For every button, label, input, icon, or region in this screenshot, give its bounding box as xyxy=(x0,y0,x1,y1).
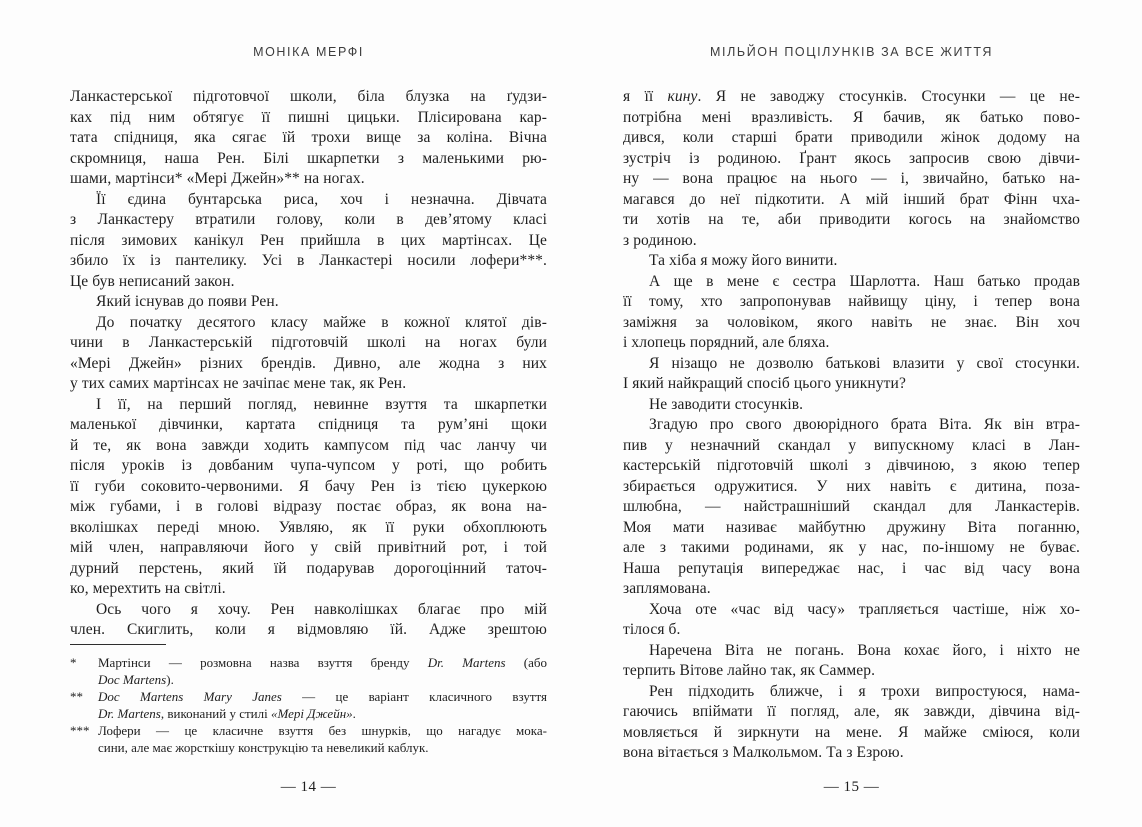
text-line: між губами, і в голові відразу постає образ, як вона на- xyxy=(70,498,547,515)
page-body-right xyxy=(623,87,1080,764)
paragraph xyxy=(623,395,1080,416)
footnotes-section xyxy=(70,644,547,756)
footnote-line: Doc Martens Mary Janes — це варіант класичного взуття xyxy=(98,689,547,704)
text-line: Та хіба я можу його винити. xyxy=(649,252,838,269)
text-line: Її єдина бунтарська риса, хоч і незначна. Дівчата xyxy=(96,190,547,208)
text-line: я її кину. Я не заводжу стосунків. Стосунки — це не- xyxy=(623,88,1080,105)
text-line: потрібна мені вразливість. Я бачив, як батько пово- xyxy=(623,108,1080,126)
paragraph xyxy=(623,251,1080,272)
footnote-line: Dr. Martens, виконаний у стилі «Мері Джейн». xyxy=(98,706,356,721)
paragraph xyxy=(623,641,1080,682)
footnote xyxy=(70,722,547,756)
text-line: магався до неї підкотити. А мій інший брат Фінн чха- xyxy=(623,190,1080,208)
footnote-list xyxy=(70,654,547,756)
text-line: скромниця, наша Рен. Білі шкарпетки з маленькими рю- xyxy=(70,149,547,167)
text-line: заміжня за чоловіком, якого навіть не знає. Він хоч xyxy=(623,313,1080,331)
text-line: Згадую про свого двоюрідного брата Віта. Як він втра- xyxy=(649,416,1080,433)
text-line: Моя мати називає майбутню дружину Віта поганню, xyxy=(623,518,1080,536)
paragraph xyxy=(623,415,1080,600)
footnote-line: Мартінси — розмовна назва взуття бренду Dr. Martens (або xyxy=(98,655,547,670)
text-line: Ось чого я хочу. Рен навколішках благає про мій xyxy=(96,600,547,618)
text-line: А ще в мене є сестра Шарлотта. Наш батько продав xyxy=(649,272,1080,290)
text-line: гаючись впіймати її погляд, але, як завжди, дівчина від- xyxy=(623,703,1080,720)
text-line: І який найкращий спосіб цього уникнути? xyxy=(623,375,906,392)
text-line: Рен підходить ближче, і я трохи випростуюся, нама- xyxy=(649,682,1080,700)
text-line: її тому, хто запропонував найвищу ціну, і тепер вона xyxy=(623,293,1080,310)
text-line: вона вітається з Малкольмом. Та з Езрою. xyxy=(623,744,904,761)
footnote xyxy=(70,688,547,722)
text-line: після уроків із довбаним чупа-чупсом у роті, що робить xyxy=(70,457,547,474)
text-line: збирається одружитися. У них навіть є дитина, поза- xyxy=(623,477,1080,495)
paragraph xyxy=(623,272,1080,354)
paragraph xyxy=(70,292,547,313)
text-line: ках під ним обтягує її пишні цицьки. Плісирована кар- xyxy=(70,108,547,126)
text-line: у тих самих мартінсах не зачіпає мене так, як Рен. xyxy=(70,375,407,392)
page-number-right: — 15 — xyxy=(823,779,880,795)
text-line: вколішках переді мною. Уявляю, як її руки обхоплюють xyxy=(70,518,547,536)
text-line: чини в Ланкастерській підготовчій школі на ногах були xyxy=(70,334,547,351)
text-line: але з такими родинами, як у нас, по-іншому не буває. xyxy=(623,539,1080,556)
text-line: шлюбна, — найстрашніший скандал для Ланкастерів. xyxy=(623,498,1080,515)
text-line: маленької дівчинки, картата спідниця та рум’яні щоки xyxy=(70,416,547,433)
text-line: І її, на перший погляд, невинне взуття та шкарпетки xyxy=(96,395,547,413)
text-line: член. Скиглить, коли я відмовляю їй. Адже зрештою xyxy=(70,621,547,638)
text-line: мій член, направляючи його у свій привітний рот, і той xyxy=(70,539,547,556)
page-body-left xyxy=(70,87,547,641)
paragraph xyxy=(623,600,1080,641)
text-line: її губи соковито-червоними. Я бачу Рен із тією цукеркою xyxy=(70,477,547,495)
text-line: кастерській підготовчій школі з дівчиною, з якою тепер xyxy=(623,457,1080,474)
text-line: тата спідниця, яка сягає їй трохи вище за коліна. Вічна xyxy=(70,129,547,146)
footnote-line: Лофери — це класичне взуття без шнурків, що нагадує мока- xyxy=(98,723,547,738)
paragraph xyxy=(623,682,1080,764)
footnote-divider xyxy=(70,644,166,645)
paragraph xyxy=(70,395,547,600)
paragraph xyxy=(623,354,1080,395)
paragraph xyxy=(70,87,547,190)
paragraph xyxy=(70,600,547,641)
footnote-marker: *** xyxy=(70,723,90,738)
text-line: і хлопець порядний, але бляха. xyxy=(623,334,830,351)
text-line: Наречена Віта не погань. Вона кохає його, і ніхто не xyxy=(649,641,1080,659)
footnote-line: Doc Martens). xyxy=(98,672,174,687)
text-line: Наша репутація випереджає нас, і час від часу вона xyxy=(623,559,1080,577)
paragraph xyxy=(70,313,547,395)
footnote-marker: * xyxy=(70,655,77,670)
paragraph xyxy=(70,190,547,293)
left-page xyxy=(70,0,547,827)
text-line: Який існував до появи Рен. xyxy=(96,293,279,310)
running-header-author: МОНІКА МЕРФІ xyxy=(253,45,364,59)
paragraph xyxy=(623,87,1080,251)
text-line: «Мері Джейн» різних брендів. Дивно, але жодна з них xyxy=(70,354,547,372)
text-line: після зимових канікул Рен прийшла в цих мартінсах. Це xyxy=(70,231,547,249)
text-line: зустріч із родиною. Ґрант якось запросив свою дівчи- xyxy=(623,149,1080,167)
text-line: дурний перстень, який їй подарував дорогоцінний таточ- xyxy=(70,559,547,577)
text-line: До початку десятого класу майже в кожної клятої дів- xyxy=(96,313,547,331)
text-line: Я нізащо не дозволю батькові влазити у свої стосунки. xyxy=(649,354,1080,372)
right-page xyxy=(623,0,1080,827)
text-line: з Ланкастеру втратили голову, коли в дев’ятому класі xyxy=(70,211,547,228)
text-line: терпить Вітове лайно так, як Саммер. xyxy=(623,662,876,679)
text-line: Не заводити стосунків. xyxy=(649,395,804,413)
text-line: мовляється й зиркнути на мене. Я майже сміюся, коли xyxy=(623,723,1080,741)
text-line: шами, мартінси* «Мері Джейн»** на ногах. xyxy=(70,170,365,187)
text-line: з родиною. xyxy=(623,231,697,249)
text-line: заплямована. xyxy=(623,580,711,597)
text-line: ко, мерехтить на світлі. xyxy=(70,580,226,597)
text-line: ну — вона працює на нього — і, звичайно, батько на- xyxy=(623,170,1080,187)
running-header-title: МІЛЬЙОН ПОЦІЛУНКІВ ЗА ВСЕ ЖИТТЯ xyxy=(710,45,993,59)
text-line: дився, коли старші брати приводили жінок додому на xyxy=(623,129,1080,146)
text-line: Це був неписаний закон. xyxy=(70,272,235,290)
text-line: пив у незначний скандал у випускному класі в Лан- xyxy=(623,436,1080,454)
text-line: тілося б. xyxy=(623,621,681,638)
text-line: й те, як вона завжди ходить кампусом під час ланчу чи xyxy=(70,436,547,454)
page-number-left: — 14 — xyxy=(280,779,337,795)
text-line: збило їх із пантелику. Усі в Ланкастері носили лофери***. xyxy=(70,252,547,269)
footnote-marker: ** xyxy=(70,689,83,704)
text-line: Хоча оте «час від часу» трапляється частіше, ніж хо- xyxy=(649,600,1080,618)
footnote-line: сини, але має жорсткішу конструкцію та невеликий каблук. xyxy=(98,740,429,755)
footnote xyxy=(70,654,547,688)
text-line: Ланкастерської підготовчої школи, біла блузка на ґудзи- xyxy=(70,88,547,105)
text-line: ти хотів на те, аби приводити когось на знайомство xyxy=(623,211,1080,228)
